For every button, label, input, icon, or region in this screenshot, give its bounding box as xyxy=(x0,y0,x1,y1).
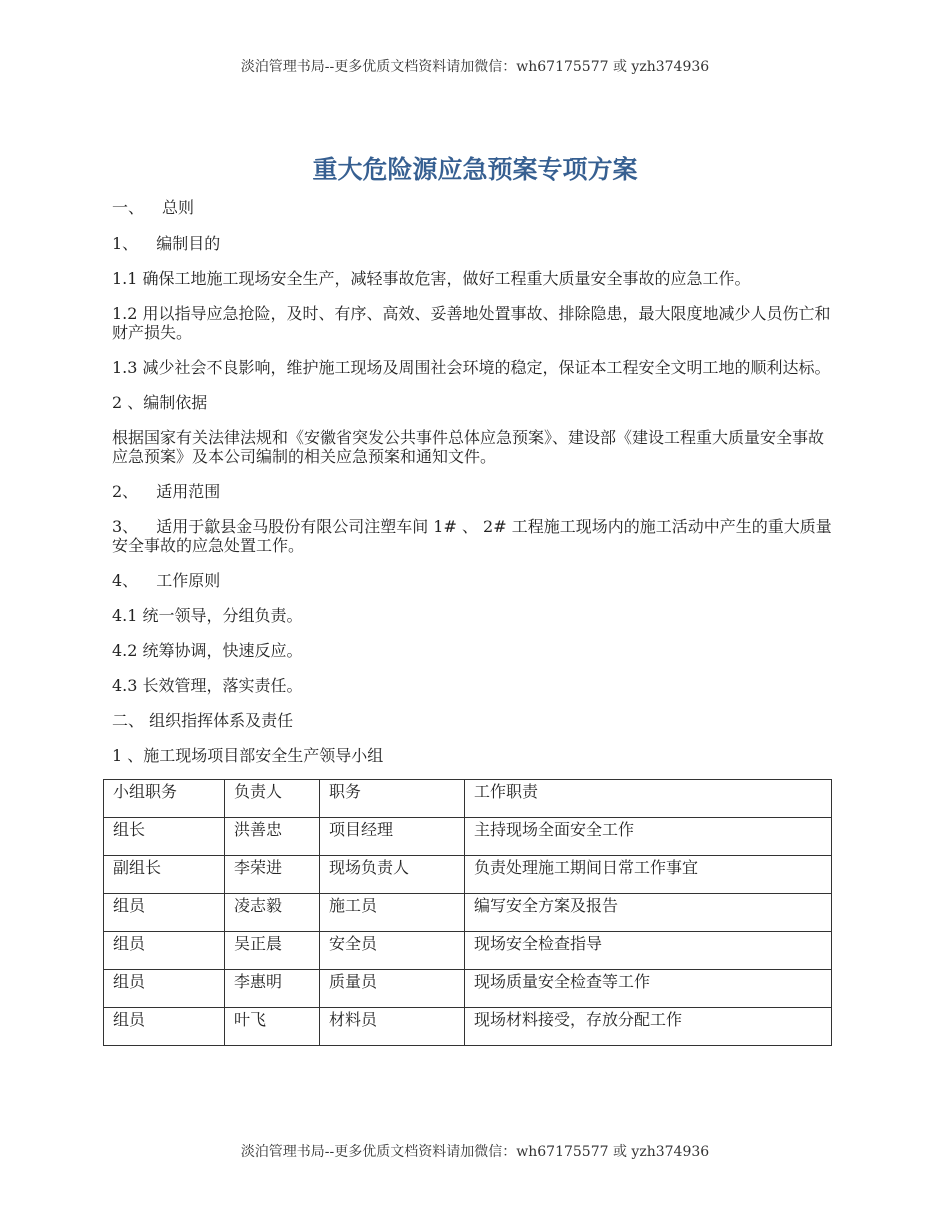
table-cell: 组长 xyxy=(104,818,225,856)
subheading-leadership-group: 1 、施工现场项目部安全生产领导小组 xyxy=(112,746,384,765)
table-cell: 质量员 xyxy=(320,970,465,1008)
subheading-basis: 2 、编制依据 xyxy=(112,393,208,412)
table-cell: 组员 xyxy=(104,970,225,1008)
page-header: 淡泊管理书局--更多优质文档资料请加微信：wh67175577 或 yzh374936 xyxy=(240,59,710,75)
table-cell: 组员 xyxy=(104,894,225,932)
table-cell: 主持现场全面安全工作 xyxy=(465,818,832,856)
table-row xyxy=(104,818,832,856)
table-header-row xyxy=(104,780,832,818)
subheading-principles xyxy=(112,571,838,590)
paragraph-4-3: 4.3 长效管理，落实责任。 xyxy=(112,676,303,695)
table-cell: 安全员 xyxy=(320,932,465,970)
section-heading-organization: 二、 组织指挥体系及责任 xyxy=(112,711,294,730)
table-row xyxy=(104,1008,832,1046)
table-cell: 材料员 xyxy=(320,1008,465,1046)
table-cell: 编写安全方案及报告 xyxy=(465,894,832,932)
paragraph-text: 适用于歙县金马股份有限公司注塑车间 1# 、 2# 工程施工现场内的施工活动中产生的重大质量安全事故的应急处置工作。 xyxy=(112,517,832,555)
section-heading-general xyxy=(112,198,838,217)
subheading-number: 4、 xyxy=(112,571,139,590)
table-cell: 施工员 xyxy=(320,894,465,932)
subheading-purpose xyxy=(112,234,838,253)
table-header-cell: 工作职责 xyxy=(465,780,832,818)
table-cell: 李荣进 xyxy=(225,856,320,894)
paragraph-1-3: 1.3 减少社会不良影响，维护施工现场及周围社会环境的稳定，保证本工程安全文明工地的顺利达标。 xyxy=(112,358,831,377)
page-footer: 淡泊管理书局--更多优质文档资料请加微信：wh67175577 或 yzh374936 xyxy=(240,1144,710,1160)
section-number: 一、 xyxy=(112,198,145,217)
table-header-cell: 负责人 xyxy=(225,780,320,818)
table-cell: 负责处理施工期间日常工作事宜 xyxy=(465,856,832,894)
table-cell: 组员 xyxy=(104,932,225,970)
table-header-cell: 小组职务 xyxy=(104,780,225,818)
subheading-number: 1、 xyxy=(112,234,139,253)
subheading-label: 适用范围 xyxy=(156,482,221,501)
paragraph-number: 3、 xyxy=(112,517,139,536)
subheading-label: 工作原则 xyxy=(156,571,221,590)
table-row xyxy=(104,932,832,970)
document-title: 重大危险源应急预案专项方案 xyxy=(312,155,638,184)
table-header-cell: 职务 xyxy=(320,780,465,818)
paragraph-4-2: 4.2 统筹协调，快速反应。 xyxy=(112,641,303,660)
table-row xyxy=(104,894,832,932)
subheading-label: 编制目的 xyxy=(156,234,221,253)
table-cell: 现场负责人 xyxy=(320,856,465,894)
table-cell: 叶飞 xyxy=(225,1008,320,1046)
section-label: 总则 xyxy=(162,198,195,217)
table-cell: 现场材料接受，存放分配工作 xyxy=(465,1008,832,1046)
table-cell: 项目经理 xyxy=(320,818,465,856)
paragraph-basis: 根据国家有关法律法规和《安徽省突发公共事件总体应急预案》、建设部《建设工程重大质量安全事故应急预案》及本公司编制的相关应急预案和通知文件。 xyxy=(112,428,825,466)
table-cell: 李惠明 xyxy=(225,970,320,1008)
table-cell: 凌志毅 xyxy=(225,894,320,932)
paragraph-1-2: 1.2 用以指导应急抢险，及时、有序、高效、妥善地处置事故、排除隐患，最大限度地减少人员伤亡和财产损失。 xyxy=(112,304,831,342)
table-cell: 组员 xyxy=(104,1008,225,1046)
table-row xyxy=(104,856,832,894)
table-row xyxy=(104,970,832,1008)
subheading-scope xyxy=(112,482,838,501)
document-body xyxy=(112,198,838,1046)
table-cell: 吴正晨 xyxy=(225,932,320,970)
paragraph-4-1: 4.1 统一领导，分组负责。 xyxy=(112,606,303,625)
table-cell: 现场安全检查指导 xyxy=(465,932,832,970)
leadership-table xyxy=(103,779,832,1046)
table-cell: 副组长 xyxy=(104,856,225,894)
paragraph-scope xyxy=(112,517,838,555)
subheading-number: 2、 xyxy=(112,482,139,501)
table-cell: 洪善忠 xyxy=(225,818,320,856)
paragraph-1-1: 1.1 确保工地施工现场安全生产，减轻事故危害，做好工程重大质量安全事故的应急工作。 xyxy=(112,269,751,288)
table-cell: 现场质量安全检查等工作 xyxy=(465,970,832,1008)
